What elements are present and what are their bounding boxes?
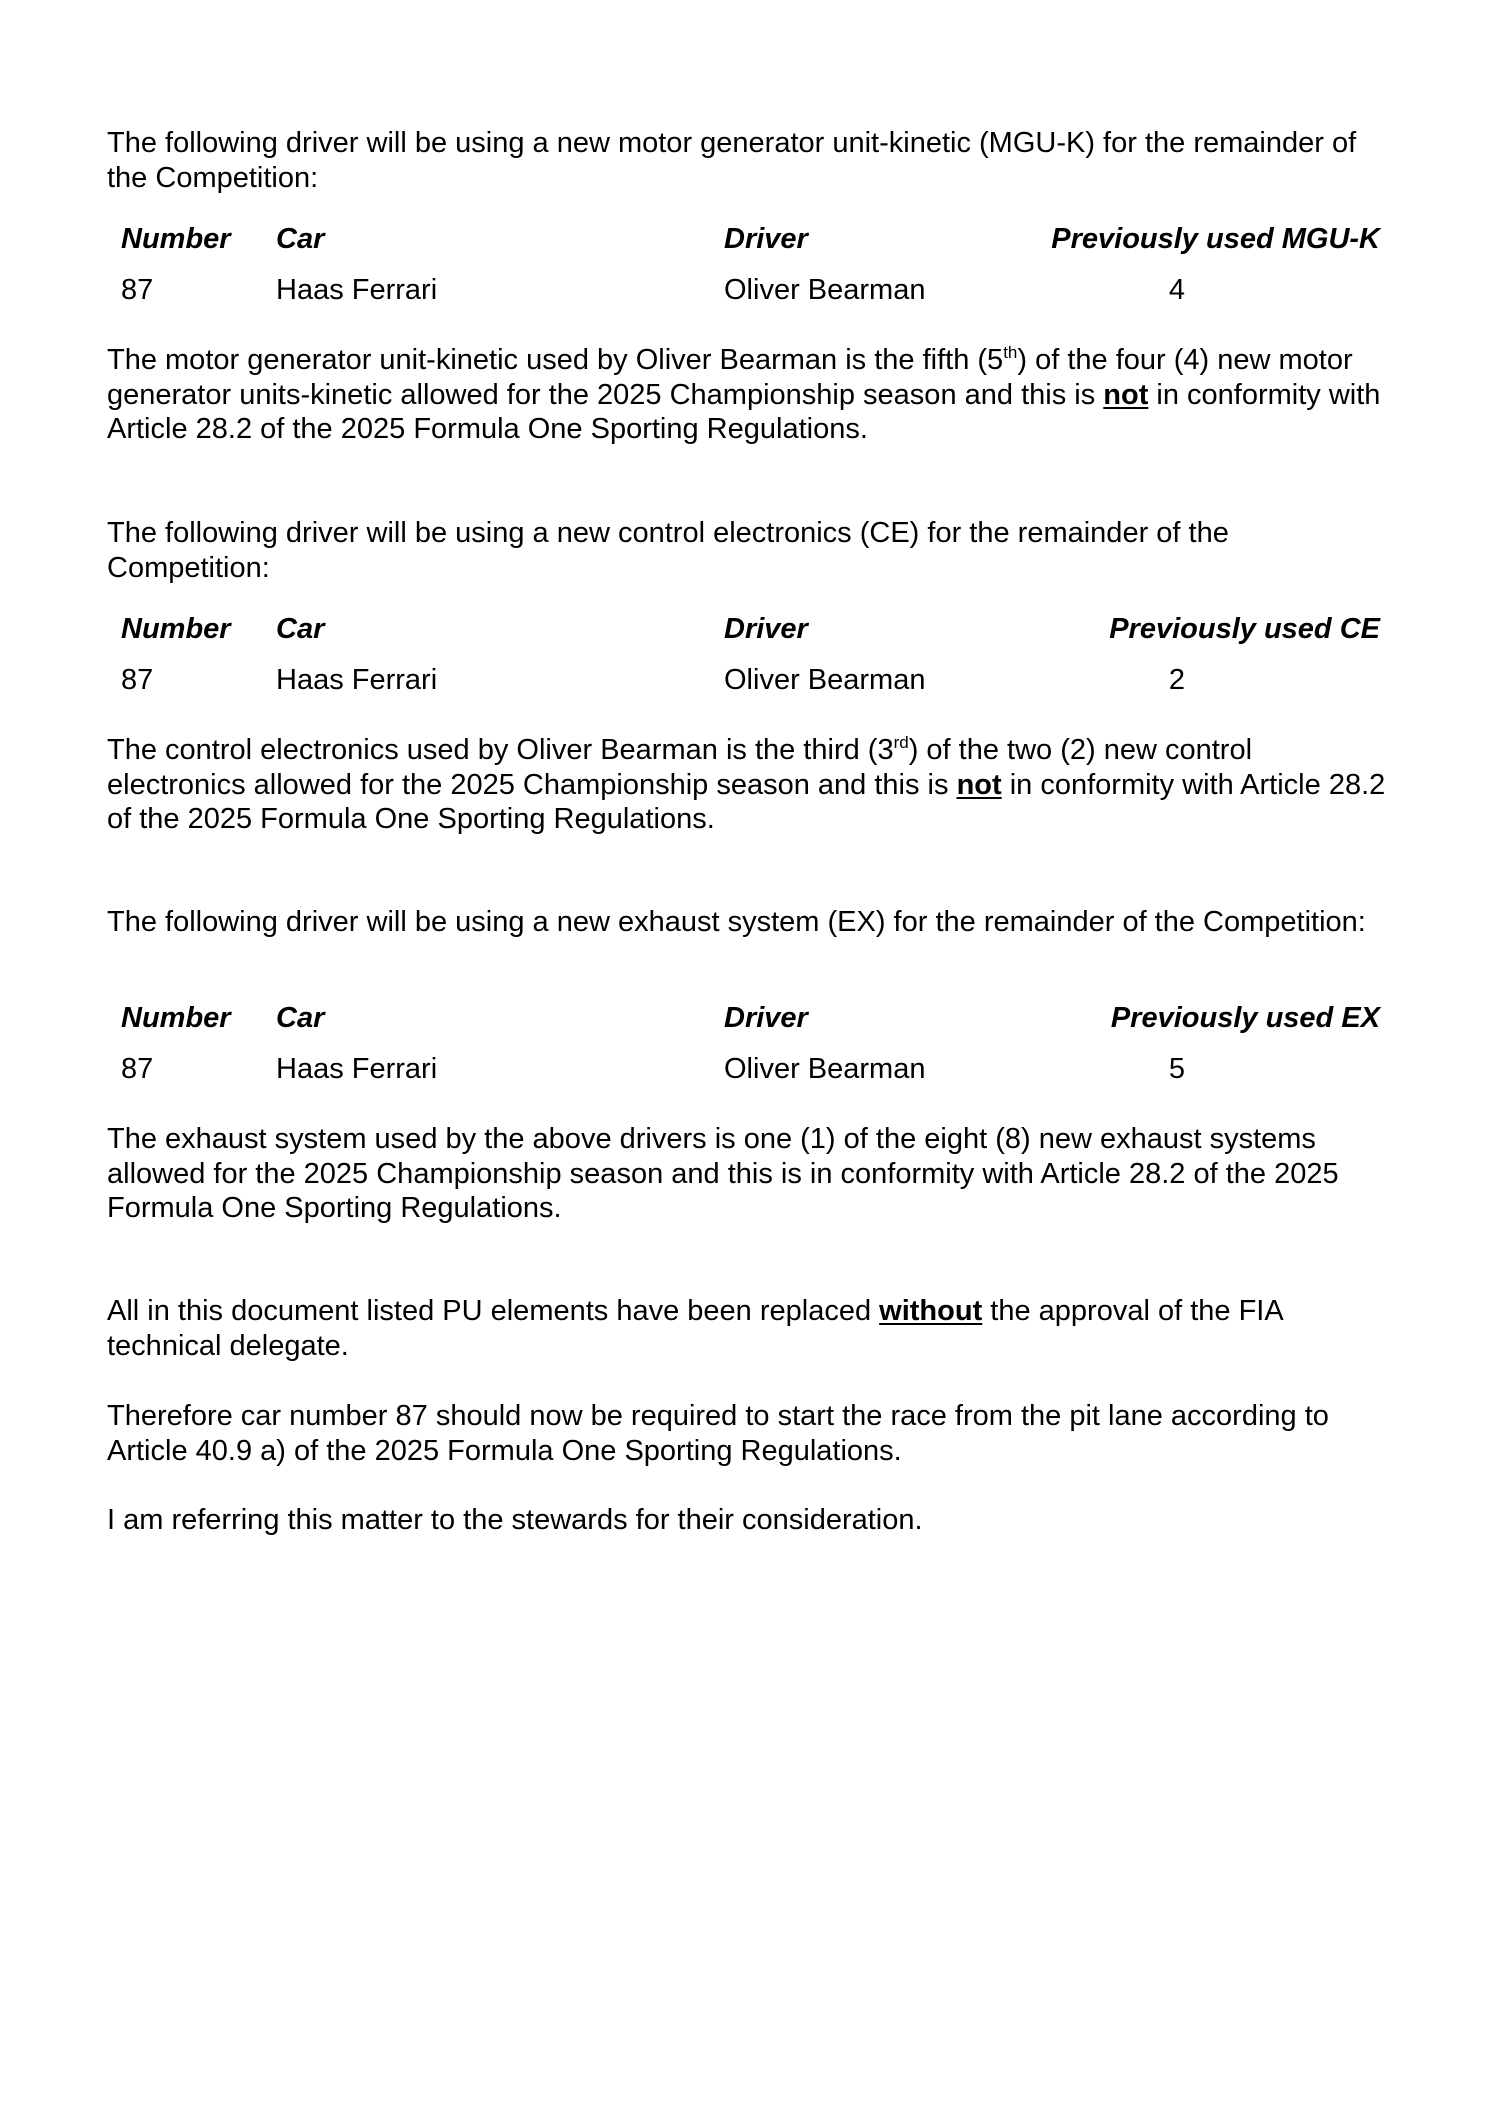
cell-number: 87 <box>121 1053 154 1085</box>
mguk-table-row <box>107 273 1397 307</box>
header-car: Car <box>276 223 325 255</box>
header-previously-used: Previously used MGU-K <box>1051 223 1380 255</box>
cell-driver: Oliver Bearman <box>724 1053 926 1085</box>
ce-table-row <box>107 663 1397 697</box>
conclusion-paragraph: Therefore car number 87 should now be required to start the race from the pit lane according to Article 40.9 a) of the 2025 Formula One Sporting Regulations. <box>107 1400 1329 1467</box>
header-number: Number <box>121 223 231 255</box>
emphasis-without: without <box>879 1295 983 1327</box>
header-previously-used: Previously used EX <box>1110 1002 1380 1034</box>
ex-summary: The exhaust system used by the above drivers is one (1) of the eight (8) new exhaust systems allowed for the 2025 Championship season and this is in conformity with Article 28.2 of the 2025 Formula One Sporting Regulations. <box>107 1123 1339 1224</box>
cell-car: Haas Ferrari <box>276 664 438 696</box>
header-number: Number <box>121 613 231 645</box>
header-previously-used: Previously used CE <box>1109 613 1380 645</box>
cell-previously-used: 4 <box>1168 274 1186 306</box>
header-driver: Driver <box>724 223 808 255</box>
ce-intro: The following driver will be using a new control electronics (CE) for the remainder of the Competition: <box>107 517 1229 584</box>
mguk-table-header <box>107 222 1397 256</box>
header-number: Number <box>121 1002 231 1034</box>
emphasis-not: not <box>1103 378 1149 411</box>
mguk-intro: The following driver will be using a new motor generator unit-kinetic (MGU-K) for the remainder of the Competition: <box>107 127 1357 194</box>
ce-summary: The control electronics used by Oliver Bearman is the third (3rd) of the two (2) new control electronics allowed for the 2025 Championship season and this is not in conformity with Article 28.2 of the 2025 Formula One Sporting Regulations. <box>107 733 1386 835</box>
cell-number: 87 <box>121 664 154 696</box>
emphasis-not: not <box>956 768 1002 801</box>
approval-paragraph: All in this document listed PU elements have been replaced without the approval of the FIA technical delegate. <box>107 1295 1283 1362</box>
cell-driver: Oliver Bearman <box>724 664 926 696</box>
cell-driver: Oliver Bearman <box>724 274 926 306</box>
ex-table-row <box>107 1052 1397 1086</box>
cell-number: 87 <box>121 274 154 306</box>
header-driver: Driver <box>724 1002 808 1034</box>
cell-previously-used: 2 <box>1168 664 1186 696</box>
header-car: Car <box>276 1002 325 1034</box>
referral-paragraph: I am referring this matter to the stewards for their consideration. <box>107 1504 923 1536</box>
header-driver: Driver <box>724 613 808 645</box>
ce-table-header <box>107 612 1397 646</box>
ex-intro: The following driver will be using a new exhaust system (EX) for the remainder of the Competition: <box>107 906 1366 938</box>
ex-table-header <box>107 1001 1397 1035</box>
cell-previously-used: 5 <box>1168 1053 1186 1085</box>
cell-car: Haas Ferrari <box>276 274 438 306</box>
cell-car: Haas Ferrari <box>276 1053 438 1085</box>
mguk-summary: The motor generator unit-kinetic used by Oliver Bearman is the fifth (5th) of the four (4) new motor generator units-kinetic allowed for the 2025 Championship season and this is not in conformity with Article 28.2 of the 2025 Formula One Sporting Regulations. <box>107 343 1381 445</box>
header-car: Car <box>276 613 325 645</box>
